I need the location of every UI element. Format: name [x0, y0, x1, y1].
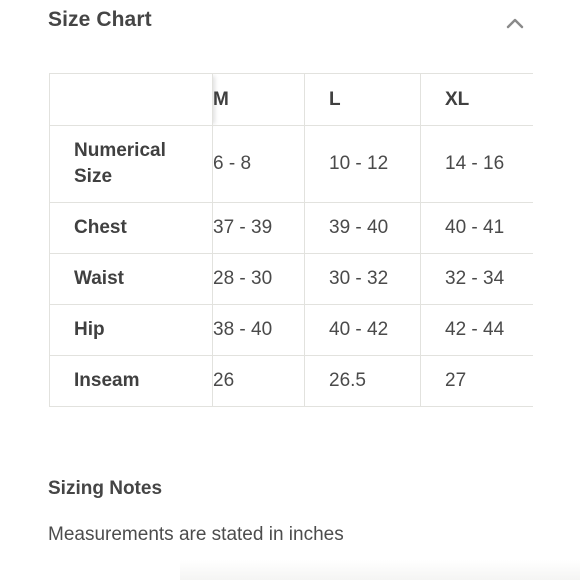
table-cell: [421, 203, 534, 254]
size-table-scroll[interactable]: [49, 73, 533, 411]
row-label-numerical-size: [50, 126, 213, 203]
row-label-inseam: [50, 356, 213, 407]
cell-value: 6 - 8: [213, 153, 252, 174]
cell-value: 42 - 44: [445, 319, 505, 340]
cell-value: 32 - 34: [445, 268, 505, 289]
row-label-text: Chest: [74, 217, 127, 238]
size-chart-header[interactable]: [48, 4, 528, 38]
cell-value: 10 - 12: [329, 153, 389, 174]
column-header-xl: [421, 74, 534, 126]
cell-value: 40 - 41: [445, 217, 505, 238]
table-cell: [213, 305, 305, 356]
column-header-label: XL: [445, 88, 470, 110]
table-cell: [421, 356, 534, 407]
table-cell: [305, 203, 421, 254]
chevron-up-icon: [502, 10, 528, 36]
column-header-label: L: [329, 88, 341, 110]
table-row: [50, 203, 534, 254]
cell-value: 40 - 42: [329, 319, 389, 340]
table-cell: [213, 356, 305, 407]
column-header-label: M: [213, 88, 229, 110]
cell-value: 39 - 40: [329, 217, 389, 238]
table-row: [50, 356, 534, 407]
table-cell: [305, 305, 421, 356]
table-cell: [305, 254, 421, 305]
collapse-button[interactable]: [502, 10, 528, 36]
cell-value: 27: [445, 370, 467, 391]
cell-value: 37 - 39: [213, 217, 273, 238]
row-label-hip: [50, 305, 213, 356]
row-label-chest: [50, 203, 213, 254]
cell-value: 14 - 16: [445, 153, 505, 174]
sizing-notes-text: Measurements are stated in inches: [48, 524, 344, 545]
row-label-text: Numerical Size: [74, 140, 166, 187]
table-corner-cell: [50, 74, 213, 126]
column-header-m: [213, 74, 305, 126]
table-cell: [213, 203, 305, 254]
row-label-text: Waist: [74, 268, 124, 289]
cell-value: 38 - 40: [213, 319, 273, 340]
size-table: [49, 73, 533, 407]
cell-value: 28 - 30: [213, 268, 273, 289]
table-row: [50, 305, 534, 356]
cell-value: 26.5: [329, 370, 366, 391]
table-cell: [421, 305, 534, 356]
table-cell: [305, 356, 421, 407]
table-cell: [421, 126, 534, 203]
table-cell: [213, 254, 305, 305]
table-cell: [421, 254, 534, 305]
cell-value: 30 - 32: [329, 268, 389, 289]
row-label-waist: [50, 254, 213, 305]
row-label-text: Inseam: [74, 370, 140, 391]
size-chart-title: Size Chart: [48, 8, 152, 31]
table-row: [50, 126, 534, 203]
table-row: [50, 254, 534, 305]
cell-value: 26: [213, 370, 235, 391]
column-header-l: [305, 74, 421, 126]
sizing-notes-title: Sizing Notes: [48, 478, 163, 499]
table-header-row: [50, 74, 534, 126]
table-cell: [305, 126, 421, 203]
row-label-text: Hip: [74, 319, 105, 340]
table-cell: [213, 126, 305, 203]
bottom-shade: [180, 560, 580, 580]
